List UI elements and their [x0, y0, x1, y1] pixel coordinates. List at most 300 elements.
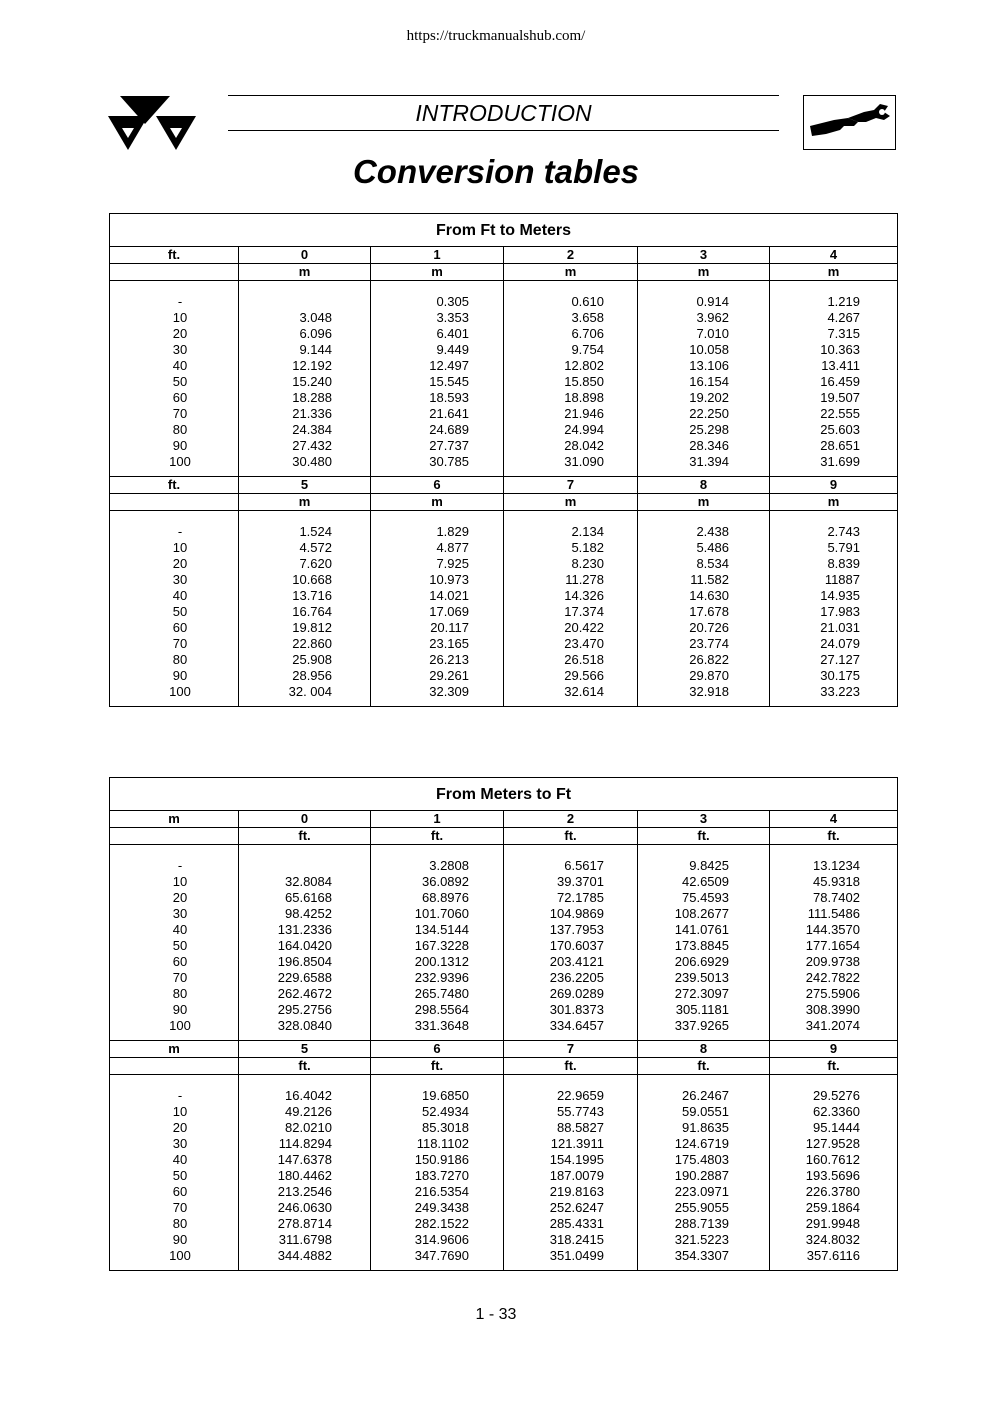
label-column: [110, 477, 238, 706]
table-cell: 21.946: [564, 406, 604, 421]
column-header: 7: [504, 1041, 637, 1058]
unit-header: ft.: [371, 1058, 503, 1075]
table-cell: 10.973: [429, 572, 469, 587]
table-cell: 131.2336: [277, 922, 332, 937]
table-cell: 177.1654: [805, 938, 860, 953]
source-url: https://truckmanualshub.com/: [406, 28, 586, 44]
table-cell: 3.962: [696, 310, 729, 325]
unit-header: ft.: [770, 828, 897, 845]
table-cell: 252.6247: [549, 1200, 604, 1215]
row-label: 30: [172, 1136, 188, 1151]
unit-header: m: [770, 264, 897, 281]
table-cell: 24.689: [429, 422, 469, 437]
table-cell: 5.791: [827, 540, 860, 555]
value-column: [238, 247, 370, 476]
row-label: 80: [172, 652, 188, 667]
table-cell: 1.829: [436, 524, 469, 539]
table-cell: 108.2677: [674, 906, 729, 921]
table-cell: 28.042: [564, 438, 604, 453]
table-cell: 298.5564: [414, 1002, 469, 1017]
row-label: 30: [172, 342, 188, 357]
column-header: 4: [770, 247, 897, 264]
table-cell: 27.737: [429, 438, 469, 453]
table-cell: 16.459: [820, 374, 860, 389]
column-header: 5: [239, 477, 370, 494]
table-cell: 6.096: [299, 326, 332, 341]
table-cell: 13.1234: [813, 858, 860, 873]
table-cell: 15.850: [564, 374, 604, 389]
table-cell: 14.021: [429, 588, 469, 603]
table-cell: 118.1102: [416, 1136, 469, 1151]
table-cell: 4.267: [827, 310, 860, 325]
table-cell: 272.3097: [674, 986, 729, 1001]
table-cell: 321.5223: [674, 1232, 729, 1247]
unit-header: [110, 494, 238, 511]
table-cell: 4.877: [436, 540, 469, 555]
table-cell: 28.651: [820, 438, 860, 453]
row-label: 90: [172, 668, 188, 683]
table-cell: 17.678: [689, 604, 729, 619]
row-label: 20: [172, 1120, 188, 1135]
table-cell: 127.9528: [805, 1136, 860, 1151]
value-column: [637, 811, 769, 1040]
table-cell: 7.010: [696, 326, 729, 341]
table-cell: 14.630: [689, 588, 729, 603]
table-cell: 29.566: [564, 668, 604, 683]
meters-to-ft-table: [109, 777, 898, 1271]
table-cell: 36.0892: [422, 874, 469, 889]
table-cell: 1.219: [827, 294, 860, 309]
table-block: [110, 247, 897, 476]
table-cell: 8.534: [696, 556, 729, 571]
row-label: 100: [169, 1248, 191, 1263]
column-header: 9: [770, 1041, 897, 1058]
unit-header: ft.: [239, 1058, 370, 1075]
unit-header: ft.: [770, 1058, 897, 1075]
row-label: 80: [172, 422, 188, 437]
table-cell: 101.7060: [414, 906, 469, 921]
table-cell: 4.572: [299, 540, 332, 555]
table-cell: 65.6168: [285, 890, 332, 905]
row-label: 40: [172, 358, 188, 373]
table-title: From Ft to Meters: [110, 214, 897, 247]
table-block: [110, 1040, 897, 1270]
column-header: 1: [371, 811, 503, 828]
value-column: [238, 811, 370, 1040]
table-cell: 13.106: [689, 358, 729, 373]
table-cell: 26.213: [429, 652, 469, 667]
column-header: 4: [770, 811, 897, 828]
value-column: [238, 1041, 370, 1270]
label-column: [110, 247, 238, 476]
table-cell: 21.641: [429, 406, 469, 421]
value-column: [370, 477, 503, 706]
table-cell: 17.983: [820, 604, 860, 619]
table-cell: 55.7743: [557, 1104, 604, 1119]
row-label: 20: [172, 890, 188, 905]
table-cell: 154.1995: [549, 1152, 604, 1167]
table-cell: 16.4042: [285, 1088, 332, 1103]
table-cell: 9.754: [571, 342, 604, 357]
table-cell: 7.315: [827, 326, 860, 341]
table-cell: 3.2808: [429, 858, 469, 873]
table-cell: 203.4121: [549, 954, 604, 969]
table-cell: 2.438: [696, 524, 729, 539]
table-cell: 59.0551: [682, 1104, 729, 1119]
table-cell: 30.175: [820, 668, 860, 683]
table-cell: 15.545: [429, 374, 469, 389]
table-cell: 190.2887: [674, 1168, 729, 1183]
table-cell: 275.5906: [805, 986, 860, 1001]
table-cell: 5.486: [696, 540, 729, 555]
table-cell: 206.6929: [674, 954, 729, 969]
table-cell: 22.555: [820, 406, 860, 421]
value-column: [769, 1041, 897, 1270]
column-header: 2: [504, 811, 637, 828]
table-cell: 22.860: [292, 636, 332, 651]
table-cell: 11.278: [565, 572, 604, 587]
column-header: ft.: [110, 477, 238, 494]
section-title: INTRODUCTION: [415, 100, 592, 126]
table-cell: 31.699: [820, 454, 860, 469]
table-cell: 19.507: [820, 390, 860, 405]
table-cell: 239.5013: [674, 970, 729, 985]
table-cell: 11.582: [690, 572, 729, 587]
table-cell: 29.5276: [813, 1088, 860, 1103]
table-cell: 82.0210: [285, 1120, 332, 1135]
row-label: 30: [172, 906, 188, 921]
table-cell: 88.5827: [557, 1120, 604, 1135]
unit-header: m: [638, 264, 769, 281]
value-column: [637, 1041, 769, 1270]
table-cell: 31.090: [564, 454, 604, 469]
table-cell: 20.117: [430, 620, 469, 635]
table-cell: 6.5617: [564, 858, 604, 873]
table-cell: 104.9869: [549, 906, 604, 921]
table-cell: 15.240: [292, 374, 332, 389]
table-cell: 1.524: [299, 524, 332, 539]
table-cell: 19.6850: [422, 1088, 469, 1103]
column-header: 6: [371, 1041, 503, 1058]
row-label: 40: [172, 922, 188, 937]
value-column: [503, 811, 637, 1040]
table-cell: 331.3648: [414, 1018, 469, 1033]
table-title: From Meters to Ft: [110, 778, 897, 811]
row-label: -: [177, 1088, 183, 1103]
table-cell: 42.6509: [682, 874, 729, 889]
header-rule-top: [228, 95, 779, 96]
table-cell: 337.9265: [674, 1018, 729, 1033]
table-cell: 229.6588: [277, 970, 332, 985]
table-cell: 26.518: [564, 652, 604, 667]
table-cell: 24.384: [292, 422, 332, 437]
header-rule-bottom: [228, 130, 779, 131]
table-cell: 10.668: [292, 572, 332, 587]
column-header: 3: [638, 811, 769, 828]
row-label: 50: [172, 374, 188, 389]
table-cell: 262.4672: [277, 986, 332, 1001]
unit-header: m: [770, 494, 897, 511]
value-column: [637, 477, 769, 706]
table-cell: 8.230: [571, 556, 604, 571]
page-title: Conversion tables: [352, 153, 640, 190]
table-cell: 8.839: [827, 556, 860, 571]
table-cell: 3.048: [299, 310, 332, 325]
table-cell: 318.2415: [549, 1232, 604, 1247]
row-label: 100: [169, 684, 191, 699]
table-cell: 12.497: [429, 358, 469, 373]
table-cell: 180.4462: [277, 1168, 332, 1183]
column-header: 8: [638, 1041, 769, 1058]
table-cell: 246.0630: [277, 1200, 332, 1215]
table-cell: 29.261: [429, 668, 469, 683]
table-cell: 17.069: [429, 604, 469, 619]
table-cell: 249.3438: [414, 1200, 469, 1215]
table-cell: 39.3701: [557, 874, 604, 889]
table-cell: 23.470: [564, 636, 604, 651]
table-cell: 193.5696: [805, 1168, 860, 1183]
table-cell: 52.4934: [422, 1104, 469, 1119]
table-cell: 27.127: [820, 652, 860, 667]
table-cell: 16.764: [292, 604, 332, 619]
table-cell: 95.1444: [813, 1120, 860, 1135]
table-cell: 216.5354: [414, 1184, 469, 1199]
row-label: 20: [172, 326, 188, 341]
table-cell: 91.8635: [682, 1120, 729, 1135]
table-cell: 75.4593: [682, 890, 729, 905]
row-label: 10: [172, 310, 188, 325]
table-cell: 187.0079: [549, 1168, 604, 1183]
value-column: [238, 477, 370, 706]
row-label: 50: [172, 938, 188, 953]
row-label: 80: [172, 986, 188, 1001]
unit-header: [110, 1058, 238, 1075]
table-cell: 9.8425: [689, 858, 729, 873]
wrench-hand-icon: [803, 95, 896, 150]
table-cell: 167.3228: [414, 938, 469, 953]
column-header: 5: [239, 1041, 370, 1058]
table-cell: 45.9318: [813, 874, 860, 889]
table-cell: 282.1522: [414, 1216, 469, 1231]
table-cell: 23.165: [429, 636, 469, 651]
table-cell: 26.2467: [682, 1088, 729, 1103]
table-cell: 175.4803: [674, 1152, 729, 1167]
table-cell: 147.6378: [277, 1152, 332, 1167]
table-cell: 170.6037: [549, 938, 604, 953]
table-cell: 196.8504: [277, 954, 332, 969]
row-label: 60: [172, 390, 188, 405]
table-cell: 141.0761: [674, 922, 729, 937]
unit-header: ft.: [239, 828, 370, 845]
table-cell: 114.8294: [278, 1136, 332, 1151]
row-label: 70: [172, 406, 188, 421]
unit-header: ft.: [504, 828, 637, 845]
column-header: m: [110, 1041, 238, 1058]
row-label: -: [177, 858, 183, 873]
table-cell: 25.908: [292, 652, 332, 667]
table-cell: 13.411: [821, 358, 860, 373]
row-label: -: [177, 524, 183, 539]
table-block: [110, 811, 897, 1040]
column-header: 0: [239, 811, 370, 828]
unit-header: m: [239, 494, 370, 511]
brand-logo-icon: [108, 94, 198, 154]
table-cell: 291.9948: [805, 1216, 860, 1231]
table-cell: 18.288: [292, 390, 332, 405]
table-cell: 301.8373: [549, 1002, 604, 1017]
table-cell: 32.614: [564, 684, 604, 699]
row-label: 70: [172, 970, 188, 985]
table-cell: 328.0840: [277, 1018, 332, 1033]
table-cell: 242.7822: [805, 970, 860, 985]
unit-header: m: [504, 494, 637, 511]
value-column: [370, 811, 503, 1040]
table-cell: 183.7270: [414, 1168, 469, 1183]
label-column: [110, 1041, 238, 1270]
table-cell: 351.0499: [549, 1248, 604, 1263]
table-cell: 13.716: [292, 588, 332, 603]
table-cell: 308.3990: [805, 1002, 860, 1017]
table-cell: 28.956: [292, 668, 332, 683]
table-cell: 259.1864: [805, 1200, 860, 1215]
row-label: 60: [172, 954, 188, 969]
row-label: 90: [172, 1002, 188, 1017]
table-cell: 9.449: [436, 342, 469, 357]
row-label: 60: [172, 1184, 188, 1199]
table-cell: 223.0971: [674, 1184, 729, 1199]
column-header: 7: [504, 477, 637, 494]
table-cell: 28.346: [689, 438, 729, 453]
value-column: [370, 1041, 503, 1270]
column-header: 8: [638, 477, 769, 494]
row-label: 10: [172, 1104, 188, 1119]
table-cell: 7.620: [299, 556, 332, 571]
column-header: ft.: [110, 247, 238, 264]
table-cell: 12.192: [292, 358, 332, 373]
table-cell: 255.9055: [674, 1200, 729, 1215]
row-label: 100: [169, 454, 191, 469]
row-label: 80: [172, 1216, 188, 1231]
table-cell: 347.7690: [414, 1248, 469, 1263]
row-label: 50: [172, 604, 188, 619]
table-cell: 14.935: [820, 588, 860, 603]
value-column: [769, 247, 897, 476]
row-label: 50: [172, 1168, 188, 1183]
table-cell: 2.134: [571, 524, 604, 539]
unit-header: m: [371, 264, 503, 281]
table-cell: 200.1312: [414, 954, 469, 969]
table-cell: 357.6116: [806, 1248, 860, 1263]
table-cell: 295.2756: [277, 1002, 332, 1017]
table-cell: 226.3780: [805, 1184, 860, 1199]
table-cell: 29.870: [689, 668, 729, 683]
table-cell: 2.743: [827, 524, 860, 539]
table-cell: 25.298: [689, 422, 729, 437]
table-cell: 18.593: [429, 390, 469, 405]
table-cell: 16.154: [689, 374, 729, 389]
table-cell: 19.812: [292, 620, 332, 635]
table-cell: 232.9396: [414, 970, 469, 985]
table-cell: 164.0420: [277, 938, 332, 953]
value-column: [503, 477, 637, 706]
unit-header: ft.: [638, 828, 769, 845]
row-label: 70: [172, 1200, 188, 1215]
table-cell: 219.8163: [549, 1184, 604, 1199]
table-cell: 160.7612: [805, 1152, 860, 1167]
table-cell: 288.7139: [674, 1216, 729, 1231]
column-header: 2: [504, 247, 637, 264]
table-cell: 265.7480: [414, 986, 469, 1001]
table-cell: 21.031: [820, 620, 860, 635]
table-cell: 173.8845: [674, 938, 729, 953]
table-cell: 33.223: [820, 684, 860, 699]
table-cell: 213.2546: [277, 1184, 332, 1199]
value-column: [503, 247, 637, 476]
table-cell: 49.2126: [285, 1104, 332, 1119]
table-block: [110, 476, 897, 706]
label-column: [110, 811, 238, 1040]
table-cell: 11887: [824, 572, 860, 587]
table-cell: 18.898: [564, 390, 604, 405]
page-number: 1 - 33: [475, 1306, 517, 1323]
table-cell: 341.2074: [805, 1018, 860, 1033]
row-label: 60: [172, 620, 188, 635]
table-cell: 9.144: [299, 342, 332, 357]
table-cell: 32.918: [689, 684, 729, 699]
row-label: 70: [172, 636, 188, 651]
table-cell: 14.326: [564, 588, 604, 603]
unit-header: ft.: [504, 1058, 637, 1075]
table-cell: 78.7402: [813, 890, 860, 905]
row-label: 90: [172, 1232, 188, 1247]
table-cell: 6.401: [436, 326, 469, 341]
table-cell: 21.336: [292, 406, 332, 421]
row-label: 30: [172, 572, 188, 587]
table-cell: 17.374: [564, 604, 604, 619]
table-cell: 26.822: [689, 652, 729, 667]
value-column: [503, 1041, 637, 1270]
unit-header: m: [239, 264, 370, 281]
table-cell: 12.802: [564, 358, 604, 373]
column-header: 3: [638, 247, 769, 264]
table-cell: 20.726: [689, 620, 729, 635]
value-column: [769, 477, 897, 706]
table-cell: 23.774: [689, 636, 729, 651]
column-header: m: [110, 811, 238, 828]
unit-header: [110, 264, 238, 281]
table-cell: 22.250: [689, 406, 729, 421]
table-cell: 278.8714: [277, 1216, 332, 1231]
unit-header: ft.: [638, 1058, 769, 1075]
table-cell: 27.432: [292, 438, 332, 453]
table-cell: [239, 294, 370, 310]
table-cell: 0.610: [571, 294, 604, 309]
row-label: 10: [172, 540, 188, 555]
ft-to-meters-table: [109, 213, 898, 707]
table-cell: 285.4331: [549, 1216, 604, 1231]
table-cell: 68.8976: [422, 890, 469, 905]
table-cell: 354.3307: [674, 1248, 729, 1263]
table-cell: 24.994: [564, 422, 604, 437]
table-cell: 121.3911: [550, 1136, 604, 1151]
row-label: 40: [172, 588, 188, 603]
column-header: 9: [770, 477, 897, 494]
column-header: 6: [371, 477, 503, 494]
row-label: 20: [172, 556, 188, 571]
table-cell: 19.202: [689, 390, 729, 405]
row-label: 10: [172, 874, 188, 889]
table-cell: 0.305: [436, 294, 469, 309]
